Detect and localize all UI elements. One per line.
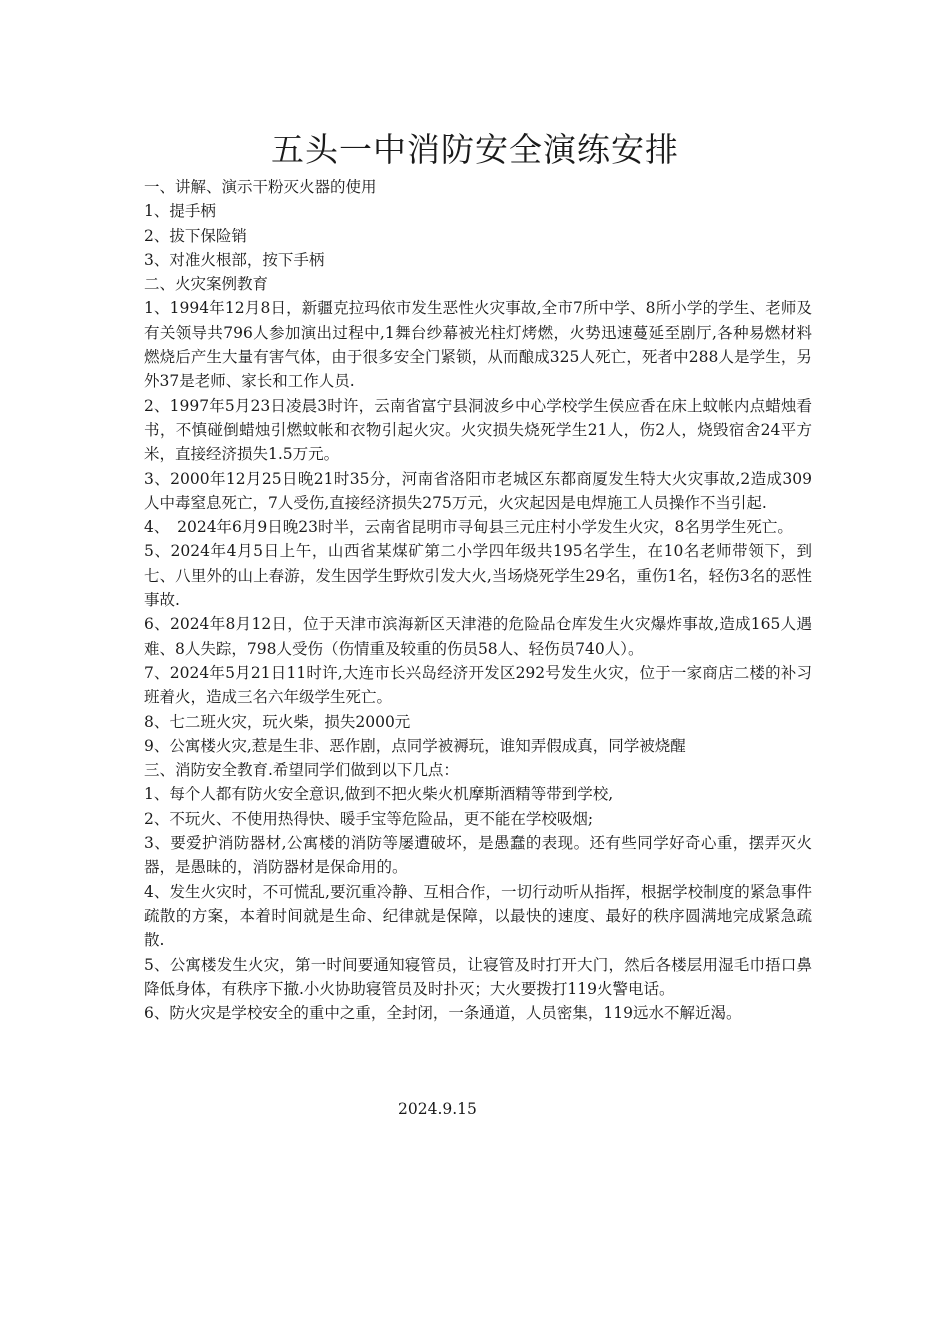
case-item: 6、2024年8月12日，位于天津市滨海新区天津港的危险品仓库发生火灾爆炸事故,造成165人遇难、8人失踪，798人受伤（伤情重及较重的伤员58人、轻伤员740人）。 — [144, 615, 812, 658]
section-heading: 一、讲解、演示干粉灭火器的使用 — [144, 178, 377, 196]
education-item: 3、要爱护消防器材,公寓楼的消防等屡遭破坏，是愚蠢的表现。还有些同学好奇心重，摆弄灭火器，是愚昧的，消防器材是保命用的。 — [144, 834, 812, 877]
case-item: 5、2024年4月5日上午，山西省某煤矿第二小学四年级共195名学生，在10名老师带领下，到七、八里外的山上春游，发生因学生野炊引发大火,当场烧死学生29名，重伤1名，轻伤3名的恶性事故. — [144, 542, 812, 610]
education-item: 5、公寓楼发生火灾，第一时间要通知寝管员，让寝管及时打开大门，然后各楼层用湿毛巾捂口鼻降低身体，有秩序下撤.小火协助寝管员及时扑灭；大火要拨打119火警电话。 — [144, 955, 812, 998]
case-item: 4、 2024年6月9日晚23时半，云南省昆明市寻甸县三元庄村小学发生火灾，8名男学生死亡。 — [144, 518, 793, 537]
list-item: 1、提手柄 — [144, 202, 216, 221]
list-item: 3、对准火根部，按下手柄 — [144, 250, 325, 269]
case-item: 7、2024年5月21日11时许,大连市长兴岛经济开发区292号发生火灾，位于一家商店二楼的补习班着火，造成三名六年级学生死亡。 — [144, 663, 812, 707]
case-item: 8、七二班火灾，玩火柴，损失2000元 — [144, 712, 411, 731]
case-item: 9、公寓楼火灾,惹是生非、恶作剧，点同学被褥玩，谁知弄假成真，同学被烧醒 — [144, 736, 686, 755]
list-item: 2、拔下保险销 — [144, 226, 247, 245]
case-item: 1、1994年12月8日，新疆克拉玛依市发生恶性火灾事故,全市7所中学、8所小学的学生、老师及有关领导共796人参加演出过程中,1舞台纱幕被光柱灯烤燃，火势迅速蔓延至剧厅,各种易燃材料燃烧后产生大量有害气体，由于很多安全门紧锁，从而酿成325人死亡，死者中288人是学生，另外37是老师、家长和工作人员. — [144, 299, 812, 391]
education-item: 1、每个人都有防火安全意识,做到不把火柴火机摩斯酒精等带到学校, — [144, 785, 614, 804]
section-heading: 三、消防安全教育.希望同学们做到以下几点： — [144, 761, 459, 780]
section-heading: 二、火灾案例教育 — [144, 275, 269, 294]
document-title: 五头一中消防安全演练安排 — [271, 130, 679, 169]
education-item: 2、不玩火、不使用热得快、暖手宝等危险品，更不能在学校吸烟; — [144, 809, 594, 828]
education-item: 6、防火灾是学校安全的重中之重，全封闭，一条通道，人员密集，119远水不解近渴。 — [144, 1004, 742, 1023]
document-date: 2024.9.15 — [398, 1100, 477, 1118]
case-item: 3、2000年12月25日晚21时35分，河南省洛阳市老城区东都商厦发生特大火灾事故,2造成309人中毒窒息死亡，7人受伤,直接经济损失275万元，火灾起因是电焊施工人员操作不当引起. — [144, 469, 812, 512]
education-item: 4、发生火灾时，不可慌乱,要沉重冷静、互相合作，一切行动听从指挥，根据学校制度的紧急事件疏散的方案，本着时间就是生命、纪律就是保障，以最快的速度、最好的秩序圆满地完成紧急疏散. — [144, 882, 812, 950]
case-item: 2、1997年5月23日凌晨3时许，云南省富宁县洞波乡中心学校学生侯应香在床上蚊帐内点蜡烛看书，不慎碰倒蜡烛引燃蚊帐和衣物引起火灾。火灾损失烧死学生21人，伤2人，烧毁宿舍24平方米，直接经济损失1.5万元。 — [144, 396, 812, 464]
document-body — [144, 175, 812, 1025]
